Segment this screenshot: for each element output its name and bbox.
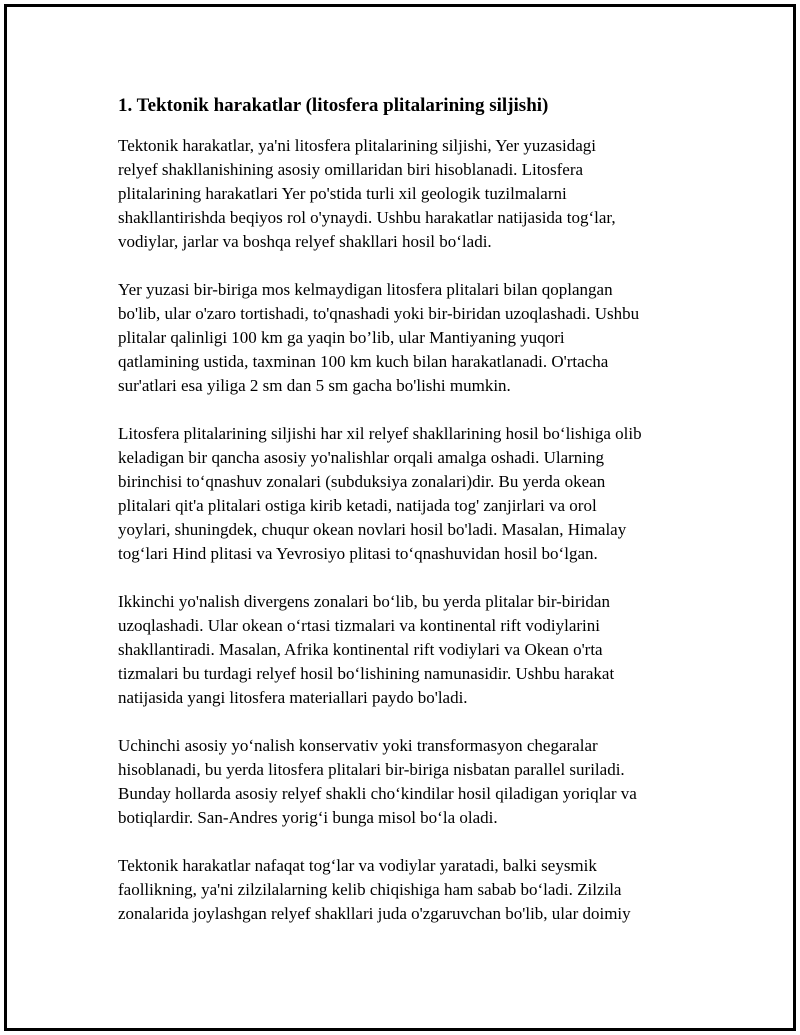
text-line: plitalarining harakatlari Yer po'stida turli xil geologik tuzilmalarni xyxy=(118,184,567,203)
text-line: plitalar qalinligi 100 km ga yaqin bo’lib, ular Mantiyaning yuqori xyxy=(118,328,565,347)
paragraph-4 xyxy=(118,590,718,710)
text-line: vodiylar, jarlar va boshqa relyef shakllari hosil bo‘ladi. xyxy=(118,232,492,251)
text-line: Yer yuzasi bir-biriga mos kelmaydigan litosfera plitalari bilan qoplangan xyxy=(118,280,613,299)
text-line: Bunday hollarda asosiy relyef shakli cho‘kindilar hosil qiladigan yoriqlar va xyxy=(118,784,637,803)
text-line: keladigan bir qancha asosiy yo'nalishlar orqali amalga oshadi. Ularning xyxy=(118,448,605,467)
text-line: sur'atlari esa yiliga 2 sm dan 5 sm gacha bo'lishi mumkin. xyxy=(118,376,511,395)
text-line: bo'lib, ular o'zaro tortishadi, to'qnashadi yoki bir-biridan uzoqlashadi. Ushbu xyxy=(118,304,640,323)
text-line: Tektonik harakatlar, ya'ni litosfera plitalarining siljishi, Yer yuzasidagi xyxy=(118,136,597,155)
text-line: uzoqlashadi. Ular okean o‘rtasi tizmalari va kontinental rift vodiylarini xyxy=(118,616,600,635)
text-line: faollikning, ya'ni zilzilalarning kelib chiqishiga ham sabab bo‘ladi. Zilzila xyxy=(118,880,622,899)
paragraph-3 xyxy=(118,422,718,566)
section-heading: 1. Tektonik harakatlar (litosfera plitalarining siljishi) xyxy=(118,95,549,116)
text-line: shakllantirishda beqiyos rol o'ynaydi. Ushbu harakatlar natijasida tog‘lar, xyxy=(118,208,616,227)
text-line: relyef shakllanishining asosiy omillaridan biri hisoblanadi. Litosfera xyxy=(118,160,584,179)
text-line: natijasida yangi litosfera materiallari paydo bo'ladi. xyxy=(118,688,468,707)
text-line: birinchisi to‘qnashuv zonalari (subduksiya zonalari)dir. Bu yerda okean xyxy=(118,472,606,491)
text-line: qatlamining ustida, taxminan 100 km kuch bilan harakatlanadi. O'rtacha xyxy=(118,352,609,371)
document-body xyxy=(118,94,718,950)
paragraph-5 xyxy=(118,734,718,830)
text-line: tizmalari bu turdagi relyef hosil bo‘lishining namunasidir. Ushbu harakat xyxy=(118,664,615,683)
text-line: Uchinchi asosiy yo‘nalish konservativ yoki transformasyon chegaralar xyxy=(118,736,598,755)
paragraph-6 xyxy=(118,854,718,926)
text-line: plitalari qit'a plitalari ostiga kirib ketadi, natijada tog' zanjirlari va orol xyxy=(118,496,597,515)
text-line: Tektonik harakatlar nafaqat tog‘lar va vodiylar yaratadi, balki seysmik xyxy=(118,856,597,875)
text-line: Litosfera plitalarining siljishi har xil relyef shakllarining hosil bo‘lishiga olib xyxy=(118,424,642,443)
text-line: tog‘lari Hind plitasi va Yevrosiyo plitasi to‘qnashuvidan hosil bo‘lgan. xyxy=(118,544,598,563)
text-line: hisoblanadi, bu yerda litosfera plitalari bir-biriga nisbatan parallel suriladi. xyxy=(118,760,625,779)
text-line: Ikkinchi yo'nalish divergens zonalari bo‘lib, bu yerda plitalar bir-biridan xyxy=(118,592,610,611)
paragraph-2 xyxy=(118,278,718,398)
paragraph-1 xyxy=(118,134,718,254)
text-line: zonalarida joylashgan relyef shakllari juda o'zgaruvchan bo'lib, ular doimiy xyxy=(118,904,631,923)
text-line: yoylari, shuningdek, chuqur okean novlari hosil bo'ladi. Masalan, Himalay xyxy=(118,520,627,539)
text-line: botiqlardir. San-Andres yorig‘i bunga misol bo‘la oladi. xyxy=(118,808,498,827)
text-line: shakllantiradi. Masalan, Afrika kontinental rift vodiylari va Okean o'rta xyxy=(118,640,603,659)
